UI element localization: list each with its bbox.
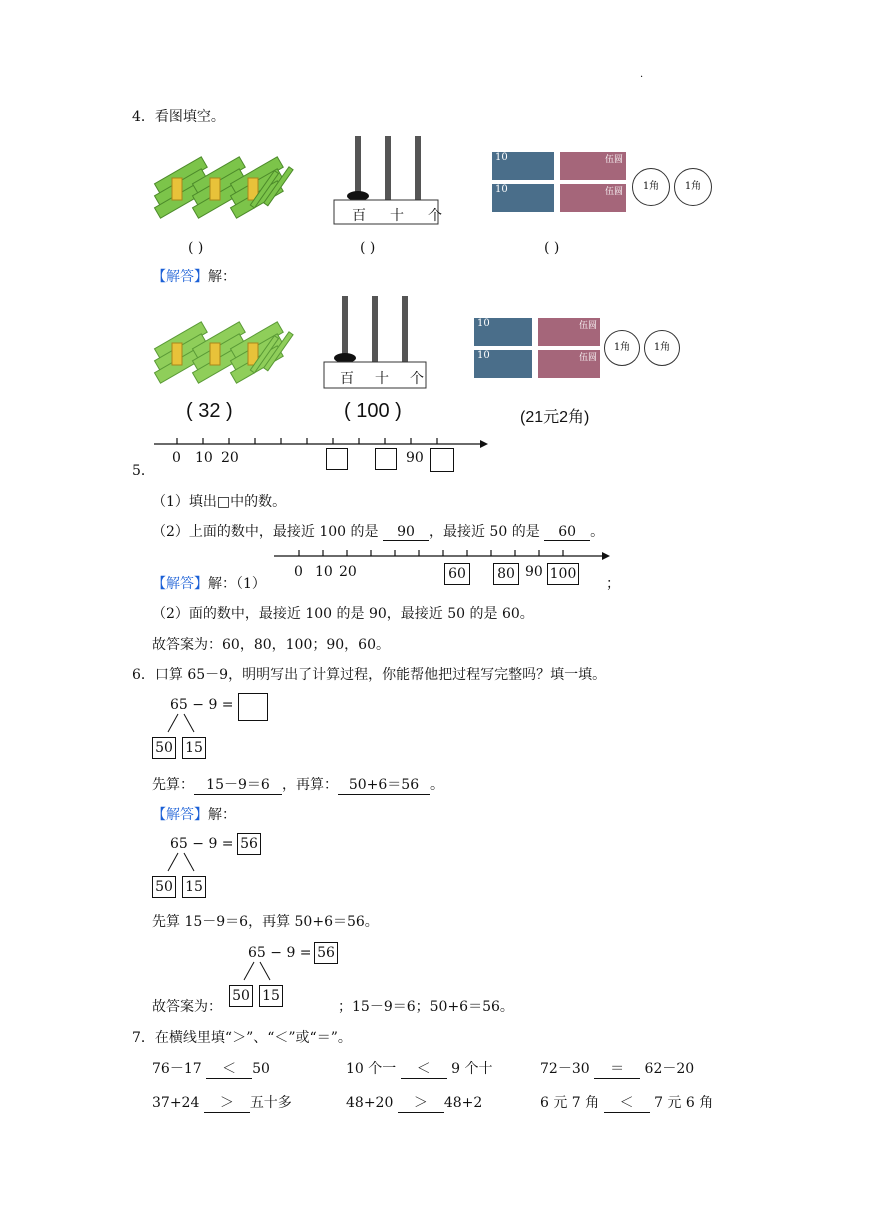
q6-title: 6．口算 65－9，明明写出了计算过程，你能帮他把过程写完整吗？填一填。 xyxy=(132,667,607,683)
sticks-bundle-answer-image xyxy=(150,305,310,405)
q5-sub2-end: 。 xyxy=(590,524,605,540)
answer-axis-label-10: 10 xyxy=(315,564,333,580)
q6-expression: 65 − 9 = xyxy=(170,697,234,713)
q4-answer-sticks: ( 32 ) xyxy=(186,400,233,422)
q6-answer-line: 先算 15－9＝6，再算 50+6＝56。 xyxy=(152,914,379,930)
q7-left: 10 个一 xyxy=(346,1061,397,1077)
ten-yuan-notes-answer xyxy=(474,318,532,384)
split-lines xyxy=(160,851,200,875)
q4-blank-sticks: ( ) xyxy=(188,240,204,256)
q5-answer-header xyxy=(152,573,266,593)
five-jiao-note: 伍圆 xyxy=(538,318,600,346)
split-box-50: 50 xyxy=(152,737,176,759)
q6-blank-first-step[interactable]: 15－9＝6 xyxy=(194,774,282,795)
answer-axis-label-20: 20 xyxy=(339,564,357,580)
q7-sign-blank[interactable]: ＜ xyxy=(604,1092,650,1113)
q4-title: 4．看图填空。 xyxy=(132,109,225,125)
q7-item xyxy=(540,1058,694,1079)
q6-answer-header xyxy=(152,804,236,824)
split-box-15: 15 xyxy=(182,737,206,759)
answer-tag: 【解答】 xyxy=(152,269,208,285)
q4-answer-header xyxy=(152,266,236,286)
abacus-answer-labels xyxy=(340,368,424,388)
abacus-label-ones: 个 xyxy=(428,208,442,224)
ten-yuan-note: 10 xyxy=(474,350,532,378)
q7-left: 48+20 xyxy=(346,1095,394,1111)
sticks-bundle-image xyxy=(150,140,310,240)
q6-blank-second-step[interactable]: 50+6＝56 xyxy=(338,774,430,795)
q5-blank-closest-50[interactable]: 60 xyxy=(544,524,590,541)
abacus-label-hundreds: 百 xyxy=(340,371,354,387)
q5-sub2-prefix: （2）上面的数中，最接近 100 的是 xyxy=(152,524,379,540)
q7-left: 72－30 xyxy=(540,1061,590,1077)
split-box-50: 50 xyxy=(229,985,253,1007)
q5-semicolon: ； xyxy=(606,576,620,592)
answer-axis-label-0: 0 xyxy=(294,564,303,580)
abacus-label-tens: 十 xyxy=(375,371,389,387)
one-jiao-coin: 1角 xyxy=(632,168,670,206)
q6-result-box[interactable] xyxy=(238,693,268,721)
five-jiao-notes-answer xyxy=(538,318,600,384)
split-box-15: 15 xyxy=(182,876,206,898)
ten-yuan-note: 10 xyxy=(492,184,554,212)
q7-item xyxy=(346,1058,493,1079)
q6-final-result-box: 56 xyxy=(314,942,338,964)
answer-tag: 【解答】 xyxy=(152,807,208,823)
abacus-labels xyxy=(352,205,442,225)
q5-sub2-mid: ，最接近 50 的是 xyxy=(428,524,540,540)
q6-answer-expression: 65 − 9 = xyxy=(170,836,234,852)
q7-title: 7．在横线里填“＞”、“＜”或“＝”。 xyxy=(132,1030,352,1046)
answer-text: 解： xyxy=(208,807,236,823)
q5-sub1: （1）填出□中的数。 xyxy=(152,494,287,510)
answer-text: 解：（1） xyxy=(208,576,266,592)
q5-blank-closest-100[interactable]: 90 xyxy=(383,524,429,541)
empty-box[interactable] xyxy=(375,448,397,470)
split-box-50: 50 xyxy=(152,876,176,898)
answer-tag: 【解答】 xyxy=(152,576,208,592)
q6-final-prefix: 故答案为： xyxy=(152,999,222,1015)
q7-item xyxy=(152,1092,292,1113)
header-dot: · xyxy=(640,72,644,83)
q4-blank-abacus: ( ) xyxy=(360,240,376,256)
q4-blank-money: ( ) xyxy=(544,240,560,256)
q6-final-suffix: ；15－9＝6；50+6＝56。 xyxy=(338,999,514,1015)
q7-left: 76－17 xyxy=(152,1061,202,1077)
split-box-15: 15 xyxy=(259,985,283,1007)
q6-fill-line xyxy=(152,774,444,795)
ten-yuan-note: 10 xyxy=(492,152,554,180)
q7-right: 62－20 xyxy=(644,1061,695,1077)
q6-fill-prefix: 先算： xyxy=(152,777,194,793)
q7-sign-blank[interactable]: ＞ xyxy=(398,1092,444,1113)
q4-answer-abacus: ( 100 ) xyxy=(344,400,402,422)
q5-final: 故答案为：60，80，100；90，60。 xyxy=(152,637,390,653)
answer-box-100: 100 xyxy=(547,563,579,585)
answer-box-80: 80 xyxy=(493,563,519,585)
q5-sub2 xyxy=(152,521,604,541)
q7-sign-blank[interactable]: ＜ xyxy=(401,1058,447,1079)
split-lines xyxy=(236,960,276,984)
axis-label-20: 20 xyxy=(221,450,239,466)
q7-left: 6 元 7 角 xyxy=(540,1095,600,1111)
one-jiao-coin: 1角 xyxy=(674,168,712,206)
q5-answer-2: （2）面的数中，最接近 100 的是 90，最接近 50 的是 60。 xyxy=(152,606,534,622)
split-lines xyxy=(160,712,200,736)
q4-answer-money: (21元2角) xyxy=(520,409,590,426)
q6-fill-end: 。 xyxy=(430,777,444,793)
abacus-label-hundreds: 百 xyxy=(352,208,366,224)
q7-right: 48+2 xyxy=(443,1095,483,1111)
axis-label-10: 10 xyxy=(195,450,213,466)
ten-yuan-note: 10 xyxy=(474,318,532,346)
q6-fill-mid: ，再算： xyxy=(282,777,338,793)
q7-right: 7 元 6 角 xyxy=(654,1095,714,1111)
q5-number: 5． xyxy=(132,463,155,479)
q7-left: 37+24 xyxy=(152,1095,200,1111)
q7-right: 50 xyxy=(252,1061,270,1077)
empty-box[interactable] xyxy=(326,448,348,470)
abacus-label-ones: 个 xyxy=(410,371,424,387)
ten-yuan-notes xyxy=(492,152,554,218)
q7-sign-blank[interactable]: ＝ xyxy=(594,1058,640,1079)
q6-final-expression: 65 − 9 = xyxy=(248,945,312,961)
one-jiao-coin: 1角 xyxy=(604,330,640,366)
q7-item xyxy=(346,1092,482,1113)
five-jiao-note: 伍圆 xyxy=(560,152,626,180)
q7-sign-blank[interactable]: ＞ xyxy=(204,1092,250,1113)
five-jiao-note: 伍圆 xyxy=(560,184,626,212)
answer-axis-label-90: 90 xyxy=(525,564,543,580)
answer-box-60: 60 xyxy=(444,563,470,585)
axis-label-0: 0 xyxy=(172,450,181,466)
empty-box[interactable] xyxy=(430,448,454,472)
five-jiao-notes xyxy=(560,152,626,218)
q7-sign-blank[interactable]: ＜ xyxy=(206,1058,252,1079)
q7-item xyxy=(540,1092,713,1113)
q7-right: 五十多 xyxy=(249,1095,292,1111)
q6-answer-result-box: 56 xyxy=(237,833,261,855)
one-jiao-coin: 1角 xyxy=(644,330,680,366)
five-jiao-note: 伍圆 xyxy=(538,350,600,378)
q7-right: 9 个十 xyxy=(451,1061,493,1077)
axis-label-90: 90 xyxy=(406,450,424,466)
q7-item xyxy=(152,1058,270,1079)
abacus-label-tens: 十 xyxy=(390,208,404,224)
answer-text: 解： xyxy=(208,269,236,285)
